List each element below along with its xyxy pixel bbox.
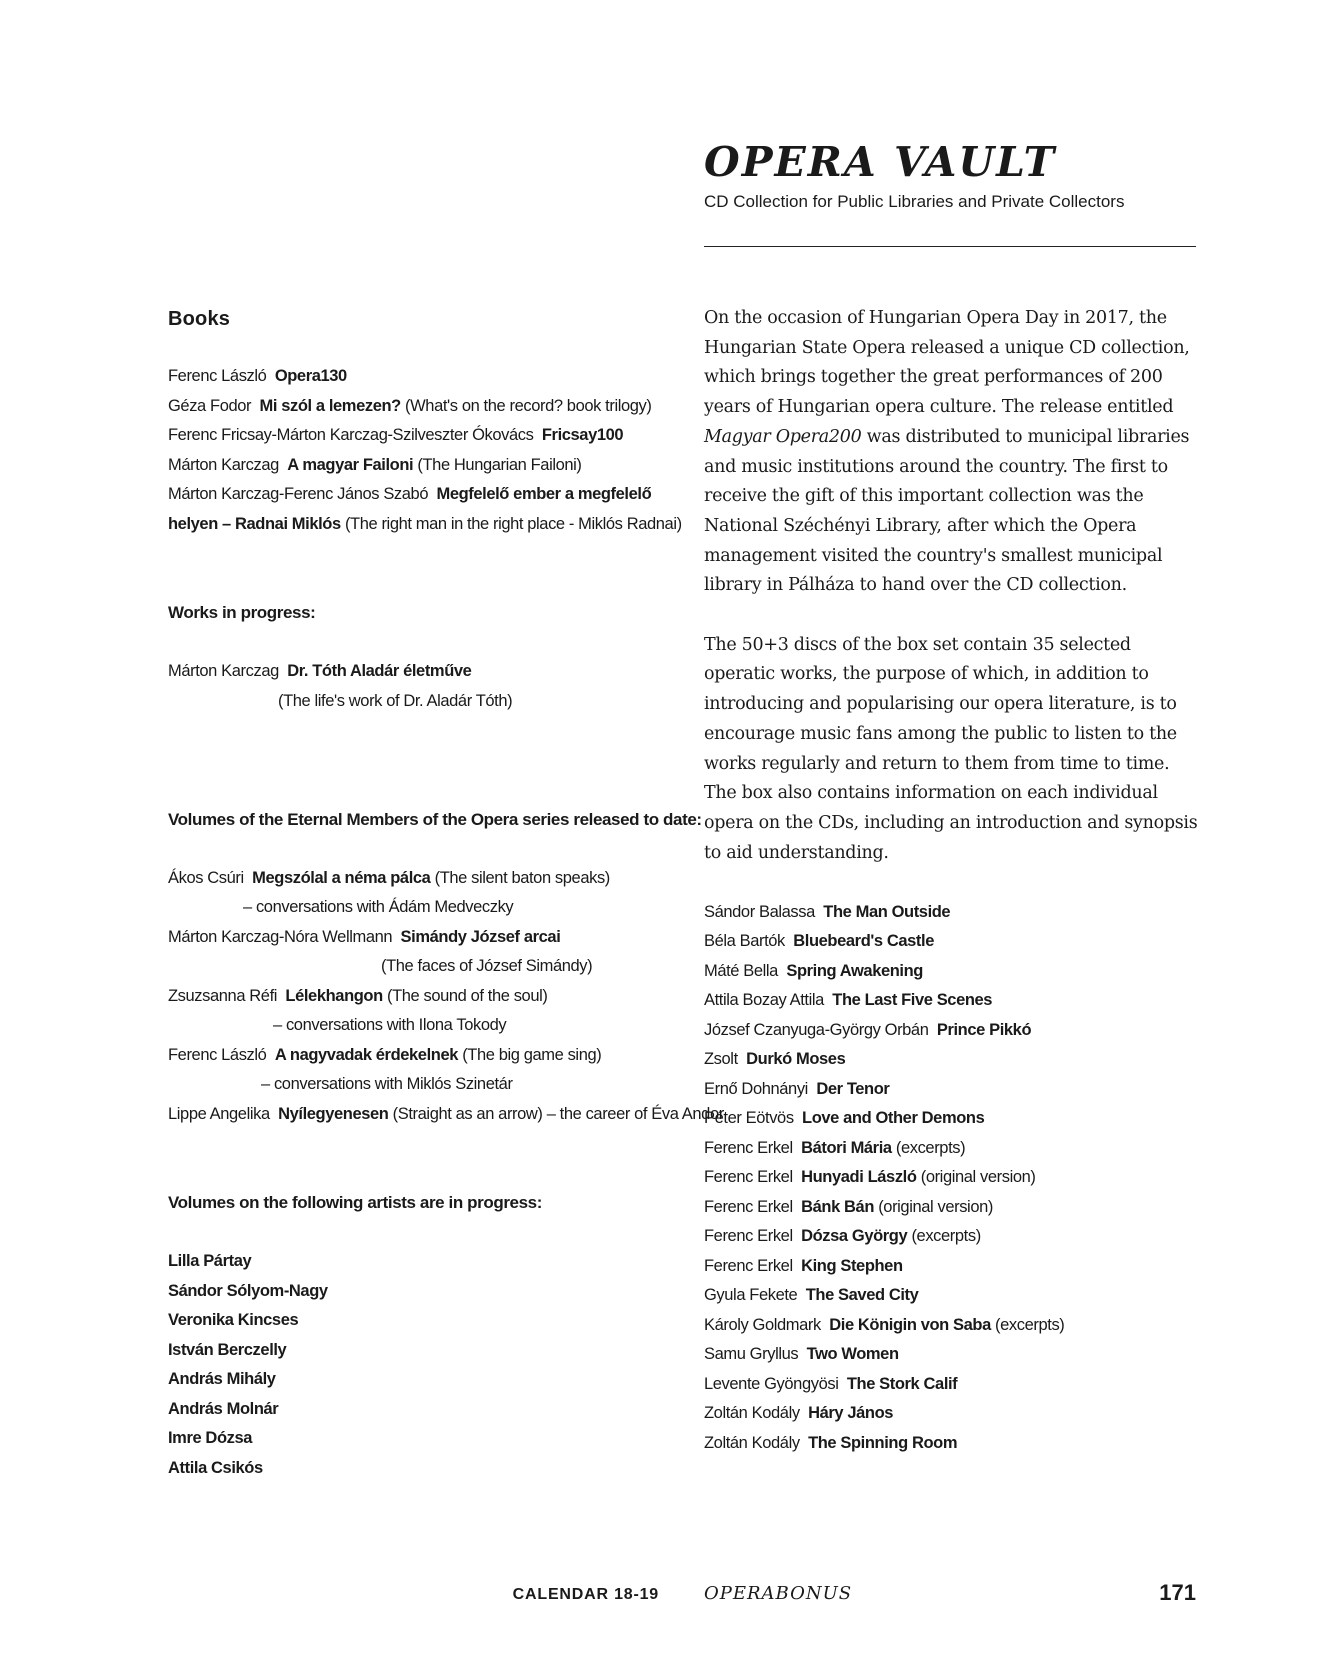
work-entry [704,1399,1204,1429]
book-author: Géza Fodor [168,396,252,415]
right-column [704,304,1204,1458]
artists-in-progress-heading: Volumes on the following artists are in progress: [168,1193,542,1212]
page-footer [0,1580,1331,1614]
book-note: (The Hungarian Failoni) [417,455,582,474]
work-composer: Gyula Fekete [704,1286,798,1305]
eternal-title: A nagyvadak érdekelnek [274,1045,459,1064]
book-title: Opera130 [274,367,347,385]
work-title: Love and Other Demons [802,1109,985,1128]
intro-text: On the occasion of Hungarian Opera Day in 2017, the Hungarian State Opera released a unique CD collection, which brings together the great performances of 200 years of Hungarian opera culture. The release entitled [704,308,1190,418]
work-note: (excerpts) [911,1227,981,1246]
artist-name: Attila Csikós [168,1458,263,1477]
eternal-note: (The big game sing) [462,1045,602,1064]
work-entry [704,1193,1204,1223]
work-composer: Samu Gryllus [704,1345,799,1364]
work-composer: Zoltán Kodály [704,1433,800,1452]
page-title: OPERA VAULT [704,138,1057,186]
work-composer: Károly Goldmark [704,1315,821,1334]
artist-name: András Mihály [168,1370,276,1388]
intro-paragraph [704,304,1204,601]
eternal-members-heading: Volumes of the Eternal Members of the Opera series released to date: [168,809,702,829]
book-title: helyen – Radnai Miklós [168,514,341,533]
work-composer: Péter Eötvös [704,1109,794,1128]
work-entry [704,1134,1204,1164]
eternal-author: Ákos Csúri [168,868,244,887]
page-subtitle: CD Collection for Public Libraries and Private Collectors [704,192,1125,211]
book-note: (What's on the record? book trilogy) [405,396,652,415]
eternal-sub: – conversations with Ilona Tokody [273,1016,507,1034]
progress-title: Dr. Tóth Aladár életműve [287,662,472,680]
book-title: Mi szól a lemezen? [259,396,401,415]
work-title: Bánk Bán [801,1197,875,1216]
eternal-note: (Straight as an arrow) – the career of Éva Andor [392,1104,724,1123]
work-note: (original version) [878,1197,993,1216]
work-title: Bluebeard's Castle [793,932,934,951]
work-title: The Man Outside [823,902,951,921]
work-title: Háry János [808,1404,894,1423]
eternal-author: Márton Karczag-Nóra Wellmann [168,927,393,946]
progress-entry [168,657,688,687]
book-title: Fricsay100 [541,426,624,444]
work-note: (excerpts) [895,1138,966,1157]
work-entry [704,1104,1204,1134]
work-note: (excerpts) [995,1315,1065,1334]
work-entry [704,986,1204,1016]
eternal-sub: (The faces of József Simándy) [381,957,593,975]
work-composer: József Czanyuga-György Orbán [704,1020,929,1039]
book-entry [168,480,688,510]
work-composer: Zsolt [704,1050,738,1069]
books-heading: Books [168,308,231,330]
opera-works-list [704,898,1204,1459]
eternal-author: Ferenc László [168,1045,267,1064]
work-composer: Ferenc Erkel [704,1256,793,1275]
work-title: Prince Pikkó [936,1020,1032,1039]
work-composer: Ferenc Erkel [704,1138,793,1157]
boxset-paragraph: The 50+3 discs of the box set contain 35 selected operatic works, the purpose of which, in addition to introducing and popularising our opera literature, is to encourage music fans among the public to listen to the works regularly and return to them from time to time. The box also contains information on each individual opera on the CDs, including an introduction and synopsis to aid understanding. [704,634,1198,863]
work-title: Bátori Mária [801,1138,892,1157]
eternal-entry [168,1041,688,1071]
work-composer: Máté Bella [704,961,778,980]
eternal-author: Lippe Angelika [168,1104,270,1123]
footer-brand: OPERABONUS [704,1583,853,1604]
works-in-progress-heading: Works in progress: [168,603,316,622]
book-entry [168,421,688,451]
eternal-sub: – conversations with Ádám Medveczky [243,898,514,916]
artist-name: Sándor Sólyom-Nagy [168,1281,328,1300]
work-entry [704,1222,1204,1252]
work-entry [704,898,1204,928]
page-number: 171 [1159,1580,1196,1605]
footer-calendar: CALENDAR 18-19 [512,1586,659,1603]
work-composer: Ferenc Erkel [704,1168,793,1187]
book-entry [168,451,688,481]
progress-note: (The life's work of Dr. Aladár Tóth) [278,691,513,710]
work-title: The Saved City [805,1286,919,1305]
work-composer: Ferenc Erkel [704,1197,793,1216]
work-entry [704,1163,1204,1193]
artist-name: András Molnár [168,1399,279,1418]
book-author: Ferenc László [168,367,267,385]
work-entry [704,1075,1204,1105]
book-author: Márton Karczag [168,455,279,474]
work-title: Spring Awakening [786,961,923,980]
release-title: Magyar Opera200 [704,426,862,447]
work-title: The Last Five Scenes [832,991,993,1010]
work-entry [704,1281,1204,1311]
eternal-entry [168,1100,724,1130]
work-entry [704,1045,1204,1075]
work-composer: Levente Gyöngyösi [704,1374,839,1393]
work-entry [704,1311,1204,1341]
artist-name: Imre Dózsa [168,1429,253,1447]
book-author: Márton Karczag-Ferenc János Szabó [168,485,429,503]
eternal-sub: – conversations with Miklós Szinetár [261,1075,513,1093]
work-composer: Béla Bartók [704,932,785,951]
work-composer: Attila Bozay Attila [704,991,824,1010]
book-author: Ferenc Fricsay-Márton Karczag-Szilveszter Ókovács [168,426,534,444]
eternal-title: Simándy József arcai [400,927,561,946]
book-entry [168,362,688,392]
eternal-entry [168,864,688,894]
work-title: Der Tenor [816,1079,890,1098]
work-note: (original version) [920,1168,1036,1187]
work-title: Two Women [806,1345,899,1364]
eternal-note: (The silent baton speaks) [434,868,610,887]
work-entry [704,1252,1204,1282]
work-title: Die Königin von Saba [829,1315,991,1334]
header-divider [704,246,1196,247]
work-entry [704,1370,1204,1400]
page-header [704,138,1196,214]
work-composer: Ernő Dohnányi [704,1079,808,1098]
book-entry [168,392,688,422]
eternal-note: (The sound of the soul) [386,986,548,1005]
book-note: (The right man in the right place - Miklós Radnai) [344,514,682,533]
work-entry [704,1016,1204,1046]
work-composer: Zoltán Kodály [704,1404,800,1423]
eternal-entry [168,923,688,953]
book-title: A magyar Failoni [287,455,414,474]
work-composer: Ferenc Erkel [704,1227,793,1246]
eternal-title: Lélekhangon [285,986,383,1005]
work-entry [704,957,1204,987]
work-title: Dózsa György [801,1227,908,1246]
work-title: Durkó Moses [746,1050,846,1069]
work-entry [704,1429,1204,1459]
work-entry [704,1340,1204,1370]
work-title: The Spinning Room [808,1433,958,1452]
eternal-entry [168,982,688,1012]
work-entry [704,927,1204,957]
work-composer: Sándor Balassa [704,902,815,921]
progress-author: Márton Karczag [168,662,279,680]
book-title: Megfelelő ember a megfelelő [436,485,652,503]
book-entry-continued [168,510,688,540]
artist-name: Lilla Pártay [168,1252,252,1270]
artist-name: Veronika Kincses [168,1311,299,1329]
intro-text-continued: was distributed to municipal libraries and music institutions around the country. The first to receive the gift of this important collection was the National Széchényi Library, after which the Opera management visited the country's smallest municipal library in Pálháza to hand over the CD collection. [704,426,1190,596]
eternal-author: Zsuzsanna Réfi [168,986,278,1005]
artist-name: István Berczelly [168,1340,287,1359]
work-title: King Stephen [801,1256,903,1275]
work-title: Hunyadi László [801,1168,917,1187]
work-title: The Stork Calif [846,1374,958,1393]
eternal-title: Megszólal a néma pálca [252,868,431,887]
eternal-title: Nyílegyenesen [278,1104,389,1123]
